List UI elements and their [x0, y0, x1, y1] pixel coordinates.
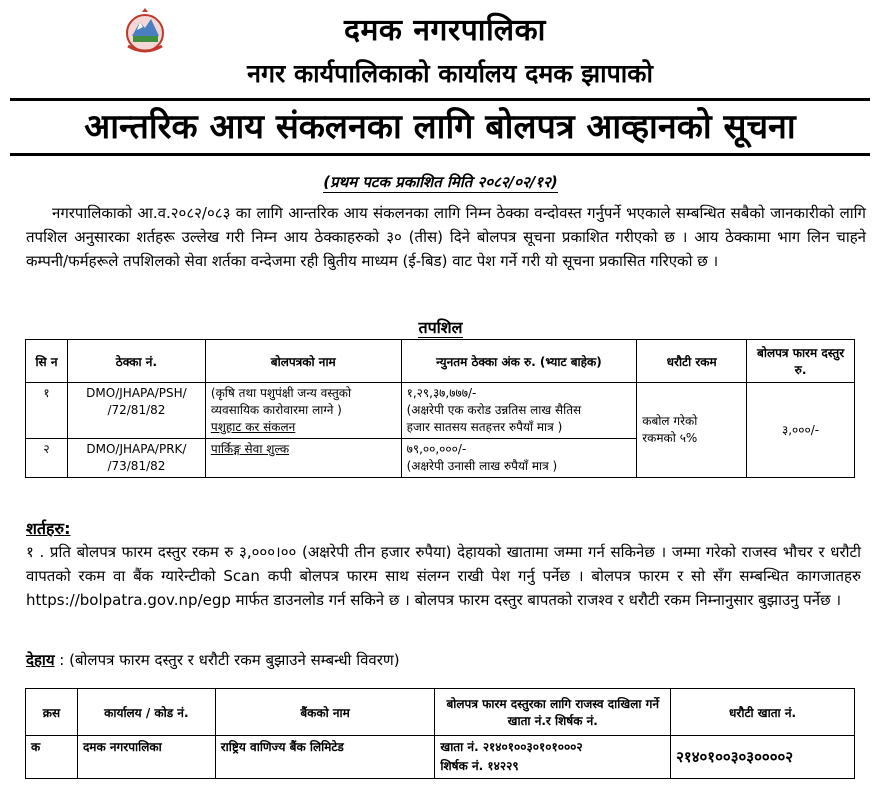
row-min-amount: ७९,००,०००/- (अक्षरेपी उनासी लाख रुपैयाँ मात्र ) — [401, 439, 637, 478]
dehay-label: देहाय — [26, 651, 55, 669]
row-bank: राष्ट्रिय वाणिज्य बैंक लिमिटेड — [215, 736, 435, 779]
table-row — [26, 736, 855, 779]
dehay-text: : (बोलपत्र फारम दस्तुर र धरौटी रकम बुझाउने सम्बन्धी विवरण) — [59, 651, 400, 669]
col-min-amount: न्युनतम ठेक्का अंक रु. (भ्याट बाहेक) — [401, 340, 637, 383]
row-sn: २ — [26, 439, 68, 478]
contracts-table — [25, 339, 855, 478]
col-deposit-account: धरौटी खाता नं. — [671, 689, 855, 736]
row-sn: १ — [26, 383, 68, 439]
col-bank: बैंकको नाम — [215, 689, 435, 736]
row-bid-name: पार्किङ्ग सेवा शुल्क — [205, 439, 401, 478]
conditions-heading: शर्तहरु: — [26, 519, 71, 538]
col-sn: क्रस — [26, 689, 78, 736]
org-name: दमक नगरपालिका — [344, 13, 546, 48]
col-contract-no: ठेक्का नं. — [67, 340, 205, 383]
dehay-line — [26, 650, 866, 670]
row-sn: क — [26, 736, 78, 779]
col-bid-name: बोलपत्रको नाम — [205, 340, 401, 383]
nepal-emblem-icon — [122, 8, 168, 54]
col-office: कार्यालय / कोड नं. — [77, 689, 215, 736]
deposit-cell: कबोल गरेको रकमको ५% — [637, 383, 747, 478]
details-heading: तपशिल — [418, 318, 463, 337]
conditions-text: १ . प्रति बोलपत्र फारम दस्तुर रकम रु ३,०००।०० (अक्षरेपी तीन हजार रुपैया) देहायको खातामा जम्मा गर्न सकिनेछ । जम्मा गरेको राजस्व भौचर र धरौटी वापतको रकम वा बैंक ग्यारेन्टीको Scan कपी बोलपत्र फारम साथ संलग्न राखी पेश गर्नु पर्नेछ । बोलपत्र फारम र सो सँग सम्बन्धित कागजातहरु https://bolpatra.gov.np/egp मार्फत डाउनलोड गर्न सकिने छ । बोलपत्र फारम दस्तुर बापतको राजश्व र धरौटी रकम निम्नानुसार बुझाउनु पर्नेछ । — [26, 543, 861, 609]
published-date: (प्रथम पटक प्रकाशित मिति २०८२/०२/१२) — [323, 173, 558, 191]
bank-table — [25, 688, 855, 779]
row-bid-name: (कृषि तथा पशुपंक्षी जन्य वस्तुको व्यवसायिक कारोवारमा लाग्ने ) पशुहाट कर संकलन — [205, 383, 401, 439]
row-deposit-account: २१४०१००३०३००००२ — [671, 736, 855, 779]
col-form-fee: बोलपत्र फारम दस्तुर रु. — [747, 340, 855, 383]
office-name: नगर कार्यपालिकाको कार्यालय दमक झापाको — [247, 59, 653, 88]
row-account: खाता नं. २१४०१००३०१०१०००२ शिर्षक नं. १४२२९ — [435, 736, 671, 779]
table-header-row — [26, 340, 855, 383]
intro-paragraph: नगरपालिकाको आ.व.२०८२/०८३ का लागि आन्तरिक आय संकलनका लागि निम्न ठेक्का वन्दोवस्त गर्नुपर्ने भएकाले सम्बन्धित सबैको जानकारीको लागि तपशिल अनुसारका शर्तहरू उल्लेख गरी निम्न आय ठेक्काहरुको ३० (तीस) दिने बोलपत्र सूचना प्रकाशित गरीएको छ । आय ठेक्कामा भाग लिन चाहने कम्पनी/फर्महरूले तपशिलको सेवा शर्तका वन्देजमा रही बिुतीय माध्यम (ई-बिड) वाट पेश गर्ने गरी यो सूचना प्रकासित गरिएको छ । — [26, 204, 866, 270]
row-contract-no: DMO/JHAPA/PRK/ /73/81/82 — [67, 439, 205, 478]
row-contract-no: DMO/JHAPA/PSH/ /72/81/82 — [67, 383, 205, 439]
form-fee-cell: ३,०००/- — [747, 383, 855, 478]
col-deposit: धरौटी रकम — [637, 340, 747, 383]
row-office: दमक नगरपालिका — [77, 736, 215, 779]
table-row — [26, 383, 855, 439]
col-sn: सि न — [26, 340, 68, 383]
table-header-row — [26, 689, 855, 736]
notice-title: आन्तरिक आय संकलनका लागि बोलपत्र आव्हानको सूचना — [10, 98, 870, 156]
row-min-amount: १,२९,३७,७७७/- (अक्षरेपी एक करोड उन्नतिस लाख सैतिस हजार सातसय सतहत्तर रुपैयाँ मात्र ) — [401, 383, 637, 439]
col-account: बोलपत्र फारम दस्तुरका लागि राजस्व दाखिला गर्ने खाता नं.र शिर्षक नं. — [435, 689, 671, 736]
